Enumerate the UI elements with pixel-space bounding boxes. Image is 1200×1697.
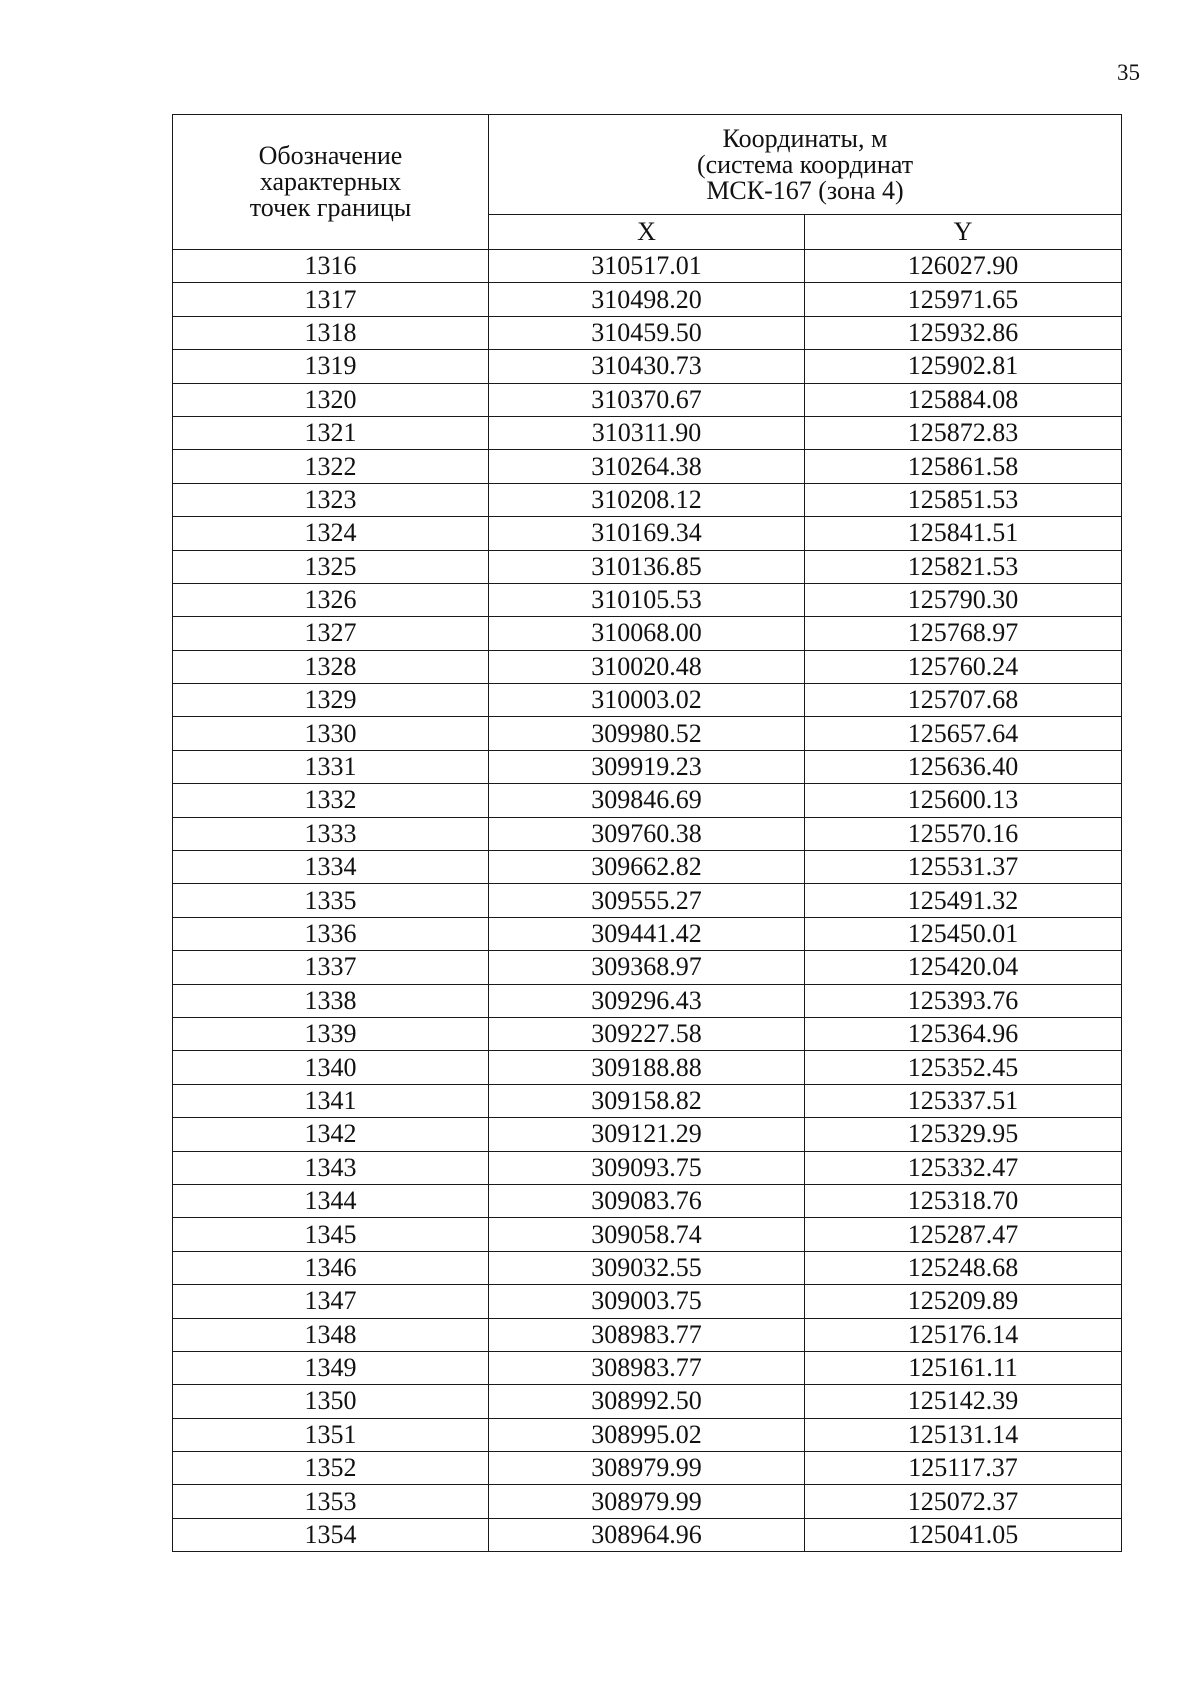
y-coordinate-cell: 125332.47	[805, 1151, 1122, 1184]
x-coordinate-cell: 309032.55	[489, 1251, 805, 1284]
table-row	[173, 1318, 1122, 1351]
x-coordinate-cell: 308979.99	[489, 1452, 805, 1485]
y-coordinate-cell: 125072.37	[805, 1485, 1122, 1518]
table-row	[173, 1084, 1122, 1117]
y-coordinate-cell: 125209.89	[805, 1285, 1122, 1318]
x-coordinate-cell: 309919.23	[489, 750, 805, 783]
table-row	[173, 1351, 1122, 1384]
y-coordinate-cell: 125176.14	[805, 1318, 1122, 1351]
table-row	[173, 1285, 1122, 1318]
x-coordinate-cell: 309846.69	[489, 784, 805, 817]
header-point-line: характерных	[259, 167, 402, 196]
table-row	[173, 984, 1122, 1017]
table-row	[173, 1118, 1122, 1151]
point-id-cell: 1353	[173, 1485, 489, 1518]
x-coordinate-cell: 309083.76	[489, 1184, 805, 1217]
x-coordinate-cell: 310208.12	[489, 483, 805, 516]
point-id-cell: 1349	[173, 1351, 489, 1384]
point-id-cell: 1350	[173, 1385, 489, 1418]
table-row	[173, 583, 1122, 616]
x-coordinate-cell: 309296.43	[489, 984, 805, 1017]
point-id-cell: 1342	[173, 1118, 489, 1151]
table-row	[173, 917, 1122, 950]
point-id-cell: 1327	[173, 617, 489, 650]
table-row	[173, 1184, 1122, 1217]
point-id-cell: 1331	[173, 750, 489, 783]
y-coordinate-cell: 125117.37	[805, 1452, 1122, 1485]
table-row	[173, 250, 1122, 283]
point-id-cell: 1326	[173, 583, 489, 616]
table-row	[173, 350, 1122, 383]
point-id-cell: 1334	[173, 851, 489, 884]
y-coordinate-cell: 125707.68	[805, 684, 1122, 717]
x-coordinate-cell: 310370.67	[489, 383, 805, 416]
y-coordinate-cell: 125364.96	[805, 1017, 1122, 1050]
x-coordinate-cell: 308995.02	[489, 1418, 805, 1451]
y-coordinate-cell: 125636.40	[805, 750, 1122, 783]
point-id-cell: 1346	[173, 1251, 489, 1284]
y-coordinate-cell: 125041.05	[805, 1518, 1122, 1551]
table-row	[173, 1518, 1122, 1551]
x-coordinate-cell: 310459.50	[489, 316, 805, 349]
point-id-cell: 1336	[173, 917, 489, 950]
y-coordinate-cell: 125861.58	[805, 450, 1122, 483]
point-id-cell: 1317	[173, 283, 489, 316]
table-row	[173, 450, 1122, 483]
point-id-cell: 1320	[173, 383, 489, 416]
table-row	[173, 851, 1122, 884]
point-id-cell: 1347	[173, 1285, 489, 1318]
y-coordinate-cell: 125142.39	[805, 1385, 1122, 1418]
point-id-cell: 1323	[173, 483, 489, 516]
point-id-cell: 1348	[173, 1318, 489, 1351]
table-header	[173, 115, 1122, 250]
point-id-cell: 1339	[173, 1017, 489, 1050]
x-coordinate-cell: 309188.88	[489, 1051, 805, 1084]
y-coordinate-cell: 125329.95	[805, 1118, 1122, 1151]
y-coordinate-cell: 125531.37	[805, 851, 1122, 884]
y-coordinate-cell: 125760.24	[805, 650, 1122, 683]
header-coords-line: Координаты, м	[722, 123, 888, 153]
header-y: Y	[805, 215, 1122, 250]
y-coordinate-cell: 125248.68	[805, 1251, 1122, 1284]
table-row	[173, 884, 1122, 917]
point-id-cell: 1329	[173, 684, 489, 717]
x-coordinate-cell: 308992.50	[489, 1385, 805, 1418]
x-coordinate-cell: 310311.90	[489, 416, 805, 449]
table-row	[173, 283, 1122, 316]
y-coordinate-cell: 126027.90	[805, 250, 1122, 283]
point-id-cell: 1319	[173, 350, 489, 383]
table-row	[173, 817, 1122, 850]
x-coordinate-cell: 309555.27	[489, 884, 805, 917]
point-id-cell: 1332	[173, 784, 489, 817]
point-id-cell: 1335	[173, 884, 489, 917]
point-id-cell: 1341	[173, 1084, 489, 1117]
point-id-cell: 1321	[173, 416, 489, 449]
table-row	[173, 784, 1122, 817]
header-coords-line: МСК-167 (зона 4)	[706, 175, 904, 205]
table-row	[173, 1452, 1122, 1485]
y-coordinate-cell: 125287.47	[805, 1218, 1122, 1251]
table-row	[173, 684, 1122, 717]
header-point-line: Обозначение	[258, 141, 403, 170]
y-coordinate-cell: 125161.11	[805, 1351, 1122, 1384]
y-coordinate-cell: 125570.16	[805, 817, 1122, 850]
x-coordinate-cell: 308983.77	[489, 1318, 805, 1351]
point-id-cell: 1325	[173, 550, 489, 583]
point-id-cell: 1351	[173, 1418, 489, 1451]
point-id-cell: 1322	[173, 450, 489, 483]
y-coordinate-cell: 125790.30	[805, 583, 1122, 616]
y-coordinate-cell: 125902.81	[805, 350, 1122, 383]
table-row	[173, 951, 1122, 984]
table-row	[173, 517, 1122, 550]
y-coordinate-cell: 125352.45	[805, 1051, 1122, 1084]
table-row	[173, 617, 1122, 650]
header-coordinates	[489, 115, 1122, 215]
y-coordinate-cell: 125768.97	[805, 617, 1122, 650]
table-row	[173, 1151, 1122, 1184]
y-coordinate-cell: 125393.76	[805, 984, 1122, 1017]
y-coordinate-cell: 125450.01	[805, 917, 1122, 950]
y-coordinate-cell: 125821.53	[805, 550, 1122, 583]
point-id-cell: 1343	[173, 1151, 489, 1184]
y-coordinate-cell: 125491.32	[805, 884, 1122, 917]
table-body	[173, 250, 1122, 1552]
table-row	[173, 483, 1122, 516]
x-coordinate-cell: 310020.48	[489, 650, 805, 683]
y-coordinate-cell: 125420.04	[805, 951, 1122, 984]
y-coordinate-cell: 125932.86	[805, 316, 1122, 349]
point-id-cell: 1354	[173, 1518, 489, 1551]
x-coordinate-cell: 310068.00	[489, 617, 805, 650]
x-coordinate-cell: 310169.34	[489, 517, 805, 550]
y-coordinate-cell: 125884.08	[805, 383, 1122, 416]
y-coordinate-cell: 125131.14	[805, 1418, 1122, 1451]
point-id-cell: 1344	[173, 1184, 489, 1217]
y-coordinate-cell: 125971.65	[805, 283, 1122, 316]
page-number: 35	[1117, 60, 1140, 85]
x-coordinate-cell: 310517.01	[489, 250, 805, 283]
x-coordinate-cell: 310264.38	[489, 450, 805, 483]
point-id-cell: 1345	[173, 1218, 489, 1251]
x-coordinate-cell: 309368.97	[489, 951, 805, 984]
table-row	[173, 316, 1122, 349]
point-id-cell: 1328	[173, 650, 489, 683]
x-coordinate-cell: 309093.75	[489, 1151, 805, 1184]
x-coordinate-cell: 309003.75	[489, 1285, 805, 1318]
x-coordinate-cell: 309760.38	[489, 817, 805, 850]
x-coordinate-cell: 310136.85	[489, 550, 805, 583]
y-coordinate-cell: 125851.53	[805, 483, 1122, 516]
point-id-cell: 1337	[173, 951, 489, 984]
table-row	[173, 1218, 1122, 1251]
x-coordinate-cell: 309662.82	[489, 851, 805, 884]
y-coordinate-cell: 125337.51	[805, 1084, 1122, 1117]
point-id-cell: 1318	[173, 316, 489, 349]
header-coords-line: (система координат	[696, 149, 914, 179]
x-coordinate-cell: 309158.82	[489, 1084, 805, 1117]
table-row	[173, 1485, 1122, 1518]
x-coordinate-cell: 309441.42	[489, 917, 805, 950]
point-id-cell: 1330	[173, 717, 489, 750]
y-coordinate-cell: 125600.13	[805, 784, 1122, 817]
point-id-cell: 1338	[173, 984, 489, 1017]
y-coordinate-cell: 125841.51	[805, 517, 1122, 550]
table-row	[173, 1017, 1122, 1050]
y-coordinate-cell: 125657.64	[805, 717, 1122, 750]
y-coordinate-cell: 125872.83	[805, 416, 1122, 449]
table-row	[173, 1385, 1122, 1418]
table-row	[173, 416, 1122, 449]
x-coordinate-cell: 310003.02	[489, 684, 805, 717]
point-id-cell: 1333	[173, 817, 489, 850]
x-coordinate-cell: 309121.29	[489, 1118, 805, 1151]
x-coordinate-cell: 309227.58	[489, 1017, 805, 1050]
coordinates-table	[172, 114, 1122, 1552]
header-point-designation	[173, 115, 489, 250]
table-row	[173, 1051, 1122, 1084]
x-coordinate-cell: 308964.96	[489, 1518, 805, 1551]
x-coordinate-cell: 308983.77	[489, 1351, 805, 1384]
table-row	[173, 1251, 1122, 1284]
x-coordinate-cell: 310498.20	[489, 283, 805, 316]
point-id-cell: 1352	[173, 1452, 489, 1485]
table-row	[173, 1418, 1122, 1451]
x-coordinate-cell: 310105.53	[489, 583, 805, 616]
point-id-cell: 1324	[173, 517, 489, 550]
point-id-cell: 1316	[173, 250, 489, 283]
table-row	[173, 750, 1122, 783]
header-x: X	[489, 215, 805, 250]
x-coordinate-cell: 308979.99	[489, 1485, 805, 1518]
point-id-cell: 1340	[173, 1051, 489, 1084]
y-coordinate-cell: 125318.70	[805, 1184, 1122, 1217]
header-point-line: точек границы	[249, 193, 412, 222]
table-row	[173, 550, 1122, 583]
table-row	[173, 717, 1122, 750]
x-coordinate-cell: 309058.74	[489, 1218, 805, 1251]
table-row	[173, 650, 1122, 683]
x-coordinate-cell: 310430.73	[489, 350, 805, 383]
x-coordinate-cell: 309980.52	[489, 717, 805, 750]
table-row	[173, 383, 1122, 416]
